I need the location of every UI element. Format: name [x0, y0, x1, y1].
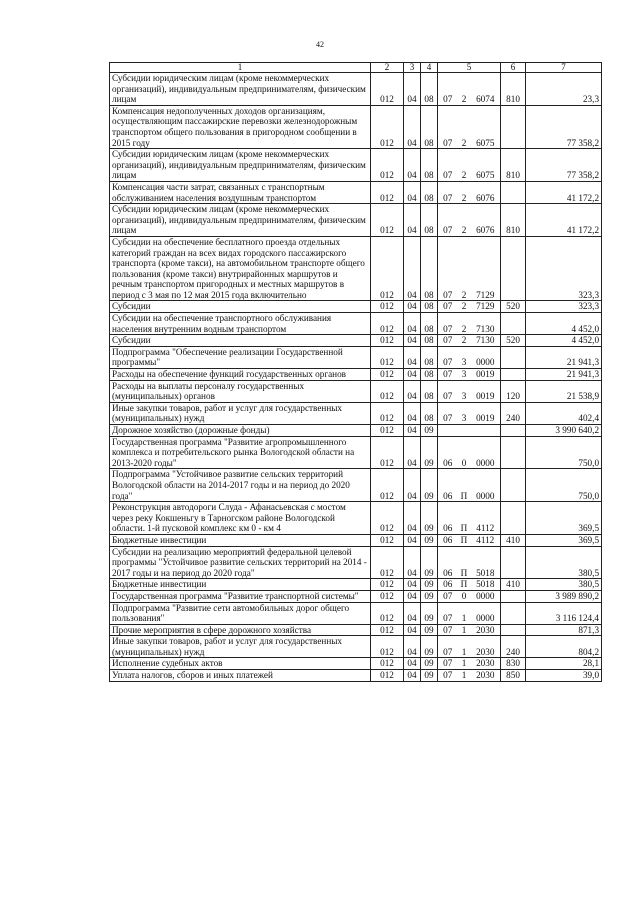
expense-type-code: 520 [501, 335, 526, 347]
program-code: 07 [438, 204, 458, 237]
expense-type-code [501, 105, 526, 148]
direction-code: 0000 [471, 469, 501, 502]
subprogram-code: 1 [458, 658, 471, 670]
row-name: Государственная программа "Развитие агропромышленного комплекса и потребительского рынка Вологодской области на 2013-2020 годы" [110, 436, 371, 469]
table-row [110, 105, 602, 148]
expense-type-code [501, 546, 526, 579]
direction-code: 7129 [471, 301, 501, 313]
direction-code: 6074 [471, 73, 501, 106]
expense-type-code: 410 [501, 534, 526, 546]
row-name: Субсидии юридическим лицам (кроме некоммерческих организаций), индивидуальным предпринимателям, физическим лицам [110, 73, 371, 106]
amount: 77 358,2 [526, 149, 602, 182]
program-code: 07 [438, 181, 458, 203]
subsection-code: 09 [421, 579, 438, 591]
subprogram-code: 1 [458, 624, 471, 636]
row-name: Реконструкция автодороги Слуда - Афанасьевская с мостом через реку Кокшеньгу в Тарногском районе Вологодской области. 1-й пусковой комплекс км 0 - км 4 [110, 502, 371, 535]
budget-table [109, 62, 602, 682]
section-code: 04 [404, 402, 421, 424]
subsection-code: 08 [421, 236, 438, 301]
row-name: Субсидии на реализацию мероприятий федеральной целевой программы "Устойчивое развитие сельских территорий на 2014 - 2017 годы и на период до 2020 года" [110, 546, 371, 579]
expense-type-code: 810 [501, 73, 526, 106]
subprogram-code: 3 [458, 402, 471, 424]
amount: 3 990 640,2 [526, 425, 602, 437]
expense-type-code [501, 181, 526, 203]
ministry-code: 012 [371, 436, 404, 469]
row-name: Расходы на обеспечение функций государственных органов [110, 369, 371, 381]
subprogram-code: 3 [458, 346, 471, 368]
subsection-code: 09 [421, 534, 438, 546]
expense-type-code [501, 369, 526, 381]
header-row [110, 63, 602, 73]
direction-code: 7129 [471, 236, 501, 301]
program-code: 06 [438, 534, 458, 546]
subprogram-code: 2 [458, 313, 471, 335]
page-number: 42 [316, 40, 324, 49]
subsection-code: 09 [421, 469, 438, 502]
col-header-section: 3 [404, 63, 421, 73]
program-code: 07 [438, 590, 458, 602]
table-row [110, 380, 602, 402]
row-name: Бюджетные инвестиции [110, 579, 371, 591]
subsection-code: 09 [421, 546, 438, 579]
program-code: 06 [438, 502, 458, 535]
amount: 323,3 [526, 301, 602, 313]
amount: 804,2 [526, 636, 602, 658]
section-code: 04 [404, 425, 421, 437]
table-row [110, 301, 602, 313]
ministry-code: 012 [371, 602, 404, 624]
section-code: 04 [404, 636, 421, 658]
program-code: 07 [438, 402, 458, 424]
direction-code: 2030 [471, 658, 501, 670]
program-code: 07 [438, 602, 458, 624]
direction-code: 0019 [471, 380, 501, 402]
ministry-code: 012 [371, 546, 404, 579]
table-row [110, 436, 602, 469]
subprogram-code: 0 [458, 590, 471, 602]
program-code [438, 425, 458, 437]
subprogram-code: 1 [458, 670, 471, 682]
col-header-target-article: 5 [438, 63, 501, 73]
program-code: 07 [438, 624, 458, 636]
ministry-code: 012 [371, 313, 404, 335]
subsection-code: 09 [421, 436, 438, 469]
expense-type-code [501, 502, 526, 535]
subsection-code: 08 [421, 149, 438, 182]
row-name: Иные закупки товаров, работ и услуг для государственных (муниципальных) нужд [110, 636, 371, 658]
subprogram-code: 0 [458, 436, 471, 469]
ministry-code: 012 [371, 534, 404, 546]
subsection-code: 08 [421, 335, 438, 347]
subsection-code: 09 [421, 590, 438, 602]
program-code: 07 [438, 369, 458, 381]
subprogram-code: 2 [458, 301, 471, 313]
section-code: 04 [404, 602, 421, 624]
row-name: Исполнение судебных актов [110, 658, 371, 670]
amount: 402,4 [526, 402, 602, 424]
direction-code: 0000 [471, 602, 501, 624]
table-row [110, 346, 602, 368]
amount: 750,0 [526, 469, 602, 502]
amount: 871,3 [526, 624, 602, 636]
program-code: 07 [438, 313, 458, 335]
section-code: 04 [404, 301, 421, 313]
direction-code: 5018 [471, 546, 501, 579]
expense-type-code: 850 [501, 670, 526, 682]
program-code: 06 [438, 579, 458, 591]
direction-code: 0000 [471, 590, 501, 602]
expense-type-code: 830 [501, 658, 526, 670]
table-row [110, 335, 602, 347]
row-name: Подпрограмма "Устойчивое развитие сельских территорий Вологодской области на 2014-2017 годы и на период до 2020 года" [110, 469, 371, 502]
row-name: Подпрограмма "Развитие сети автомобильных дорог общего пользования" [110, 602, 371, 624]
section-code: 04 [404, 369, 421, 381]
expense-type-code [501, 624, 526, 636]
subsection-code: 09 [421, 624, 438, 636]
col-header-name: 1 [110, 63, 371, 73]
subprogram-code: П [458, 579, 471, 591]
expense-type-code [501, 425, 526, 437]
table-row [110, 624, 602, 636]
subprogram-code: П [458, 469, 471, 502]
row-name: Дорожное хозяйство (дорожные фонды) [110, 425, 371, 437]
table-row [110, 502, 602, 535]
section-code: 04 [404, 380, 421, 402]
row-name: Субсидии юридическим лицам (кроме некоммерческих организаций), индивидуальным предпринимателям, физическим лицам [110, 149, 371, 182]
table-row [110, 425, 602, 437]
direction-code: 6075 [471, 105, 501, 148]
table-row [110, 236, 602, 301]
expense-type-code [501, 313, 526, 335]
direction-code: 0000 [471, 436, 501, 469]
direction-code: 0019 [471, 402, 501, 424]
ministry-code: 012 [371, 624, 404, 636]
col-header-subsection: 4 [421, 63, 438, 73]
ministry-code: 012 [371, 658, 404, 670]
table-body [110, 73, 602, 682]
table-row [110, 636, 602, 658]
amount: 39,0 [526, 670, 602, 682]
table-row [110, 670, 602, 682]
ministry-code: 012 [371, 636, 404, 658]
row-name: Подпрограмма "Обеспечение реализации Государственной программы" [110, 346, 371, 368]
program-code: 07 [438, 636, 458, 658]
ministry-code: 012 [371, 346, 404, 368]
section-code: 04 [404, 502, 421, 535]
subprogram-code: 1 [458, 602, 471, 624]
direction-code [471, 425, 501, 437]
ministry-code: 012 [371, 335, 404, 347]
subprogram-code: П [458, 502, 471, 535]
subsection-code: 08 [421, 105, 438, 148]
program-code: 07 [438, 73, 458, 106]
row-name: Иные закупки товаров, работ и услуг для государственных (муниципальных) нужд [110, 402, 371, 424]
program-code: 07 [438, 670, 458, 682]
ministry-code: 012 [371, 469, 404, 502]
section-code: 04 [404, 236, 421, 301]
row-name: Государственная программа "Развитие транспортной системы" [110, 590, 371, 602]
direction-code: 4112 [471, 502, 501, 535]
table-row [110, 602, 602, 624]
direction-code: 0019 [471, 369, 501, 381]
ministry-code: 012 [371, 149, 404, 182]
amount: 28,1 [526, 658, 602, 670]
table-row [110, 204, 602, 237]
subsection-code: 08 [421, 301, 438, 313]
section-code: 04 [404, 436, 421, 469]
amount: 4 452,0 [526, 335, 602, 347]
subprogram-code: 3 [458, 369, 471, 381]
subsection-code: 08 [421, 369, 438, 381]
table-row [110, 181, 602, 203]
subsection-code: 09 [421, 658, 438, 670]
section-code: 04 [404, 105, 421, 148]
amount: 369,5 [526, 534, 602, 546]
subprogram-code: 2 [458, 236, 471, 301]
subsection-code: 08 [421, 73, 438, 106]
amount: 3 989 890,2 [526, 590, 602, 602]
amount: 380,5 [526, 579, 602, 591]
row-name: Прочие мероприятия в сфере дорожного хозяйства [110, 624, 371, 636]
section-code: 04 [404, 624, 421, 636]
section-code: 04 [404, 313, 421, 335]
subsection-code: 09 [421, 425, 438, 437]
row-name: Расходы на выплаты персоналу государственных (муниципальных) органов [110, 380, 371, 402]
ministry-code: 012 [371, 579, 404, 591]
col-header-ministry: 2 [371, 63, 404, 73]
direction-code: 6075 [471, 149, 501, 182]
expense-type-code: 520 [501, 301, 526, 313]
subsection-code: 09 [421, 636, 438, 658]
ministry-code: 012 [371, 204, 404, 237]
expense-type-code [501, 346, 526, 368]
amount: 369,5 [526, 502, 602, 535]
direction-code: 5018 [471, 579, 501, 591]
subsection-code: 08 [421, 313, 438, 335]
amount: 4 452,0 [526, 313, 602, 335]
col-header-amount: 7 [526, 63, 602, 73]
ministry-code: 012 [371, 236, 404, 301]
program-code: 07 [438, 301, 458, 313]
ministry-code: 012 [371, 369, 404, 381]
section-code: 04 [404, 149, 421, 182]
table-row [110, 546, 602, 579]
direction-code: 2030 [471, 670, 501, 682]
amount: 750,0 [526, 436, 602, 469]
amount: 23,3 [526, 73, 602, 106]
amount: 380,5 [526, 546, 602, 579]
section-code: 04 [404, 534, 421, 546]
table-row [110, 658, 602, 670]
direction-code: 2030 [471, 636, 501, 658]
ministry-code: 012 [371, 502, 404, 535]
ministry-code: 012 [371, 181, 404, 203]
subsection-code: 09 [421, 502, 438, 535]
table-row [110, 469, 602, 502]
section-code: 04 [404, 181, 421, 203]
program-code: 06 [438, 546, 458, 579]
section-code: 04 [404, 469, 421, 502]
section-code: 04 [404, 546, 421, 579]
subprogram-code [458, 425, 471, 437]
direction-code: 7130 [471, 335, 501, 347]
amount: 77 358,2 [526, 105, 602, 148]
table-row [110, 590, 602, 602]
table-row [110, 579, 602, 591]
subprogram-code: 1 [458, 636, 471, 658]
ministry-code: 012 [371, 380, 404, 402]
expense-type-code [501, 436, 526, 469]
amount: 21 941,3 [526, 346, 602, 368]
ministry-code: 012 [371, 301, 404, 313]
row-name: Уплата налогов, сборов и иных платежей [110, 670, 371, 682]
subprogram-code: 2 [458, 335, 471, 347]
table-row [110, 402, 602, 424]
table-row [110, 313, 602, 335]
ministry-code: 012 [371, 670, 404, 682]
program-code: 06 [438, 469, 458, 502]
expense-type-code: 810 [501, 204, 526, 237]
expense-type-code [501, 236, 526, 301]
row-name: Компенсация части затрат, связанных с транспортным обслуживанием населения воздушным транспортом [110, 181, 371, 203]
row-name: Бюджетные инвестиции [110, 534, 371, 546]
section-code: 04 [404, 579, 421, 591]
amount: 41 172,2 [526, 204, 602, 237]
program-code: 07 [438, 380, 458, 402]
amount: 21 941,3 [526, 369, 602, 381]
table-row [110, 149, 602, 182]
program-code: 07 [438, 335, 458, 347]
row-name: Субсидии юридическим лицам (кроме некоммерческих организаций), индивидуальным предпринимателям, физическим лицам [110, 204, 371, 237]
row-name: Субсидии на обеспечение транспортного обслуживания населения внутренним водным транспортом [110, 313, 371, 335]
ministry-code: 012 [371, 425, 404, 437]
program-code: 07 [438, 105, 458, 148]
subprogram-code: 2 [458, 149, 471, 182]
row-name: Компенсация недополученных доходов организациям, осуществляющим пассажирские перевозки железнодорожным транспортом общего пользования в пригородном сообщении в 2015 году [110, 105, 371, 148]
expense-type-code: 240 [501, 636, 526, 658]
expense-type-code: 410 [501, 579, 526, 591]
subprogram-code: 2 [458, 105, 471, 148]
table-row [110, 73, 602, 106]
amount: 3 116 124,4 [526, 602, 602, 624]
amount: 41 172,2 [526, 181, 602, 203]
expense-type-code: 810 [501, 149, 526, 182]
expense-type-code: 120 [501, 380, 526, 402]
amount: 21 538,9 [526, 380, 602, 402]
section-code: 04 [404, 658, 421, 670]
ministry-code: 012 [371, 105, 404, 148]
direction-code: 6076 [471, 181, 501, 203]
subsection-code: 09 [421, 670, 438, 682]
expense-type-code [501, 469, 526, 502]
col-header-expense-type: 6 [501, 63, 526, 73]
program-code: 07 [438, 346, 458, 368]
amount: 323,3 [526, 236, 602, 301]
section-code: 04 [404, 670, 421, 682]
subsection-code: 09 [421, 602, 438, 624]
program-code: 06 [438, 436, 458, 469]
expense-type-code: 240 [501, 402, 526, 424]
expense-type-code [501, 590, 526, 602]
subprogram-code: 2 [458, 73, 471, 106]
ministry-code: 012 [371, 590, 404, 602]
subprogram-code: П [458, 546, 471, 579]
section-code: 04 [404, 204, 421, 237]
row-name: Субсидии [110, 301, 371, 313]
subprogram-code: П [458, 534, 471, 546]
row-name: Субсидии на обеспечение бесплатного проезда отдельных категорий граждан на всех видах городского пассажирского транспорта (кроме такси), на автомобильном транспорте общего пользования (кроме такси) внутрирайонных маршрутов и речным транспортом пригородных и местных маршрутов в период с 3 мая по 12 мая 2015 года включительно [110, 236, 371, 301]
program-code: 07 [438, 658, 458, 670]
subsection-code: 08 [421, 204, 438, 237]
direction-code: 2030 [471, 624, 501, 636]
direction-code: 4112 [471, 534, 501, 546]
direction-code: 6076 [471, 204, 501, 237]
table-row [110, 534, 602, 546]
row-name: Субсидии [110, 335, 371, 347]
ministry-code: 012 [371, 73, 404, 106]
ministry-code: 012 [371, 402, 404, 424]
subsection-code: 08 [421, 402, 438, 424]
section-code: 04 [404, 590, 421, 602]
table-row [110, 369, 602, 381]
subprogram-code: 2 [458, 204, 471, 237]
subsection-code: 08 [421, 380, 438, 402]
subsection-code: 08 [421, 346, 438, 368]
program-code: 07 [438, 149, 458, 182]
expense-type-code [501, 602, 526, 624]
direction-code: 7130 [471, 313, 501, 335]
section-code: 04 [404, 346, 421, 368]
subprogram-code: 3 [458, 380, 471, 402]
program-code: 07 [438, 236, 458, 301]
subprogram-code: 2 [458, 181, 471, 203]
direction-code: 0000 [471, 346, 501, 368]
subsection-code: 08 [421, 181, 438, 203]
section-code: 04 [404, 335, 421, 347]
section-code: 04 [404, 73, 421, 106]
